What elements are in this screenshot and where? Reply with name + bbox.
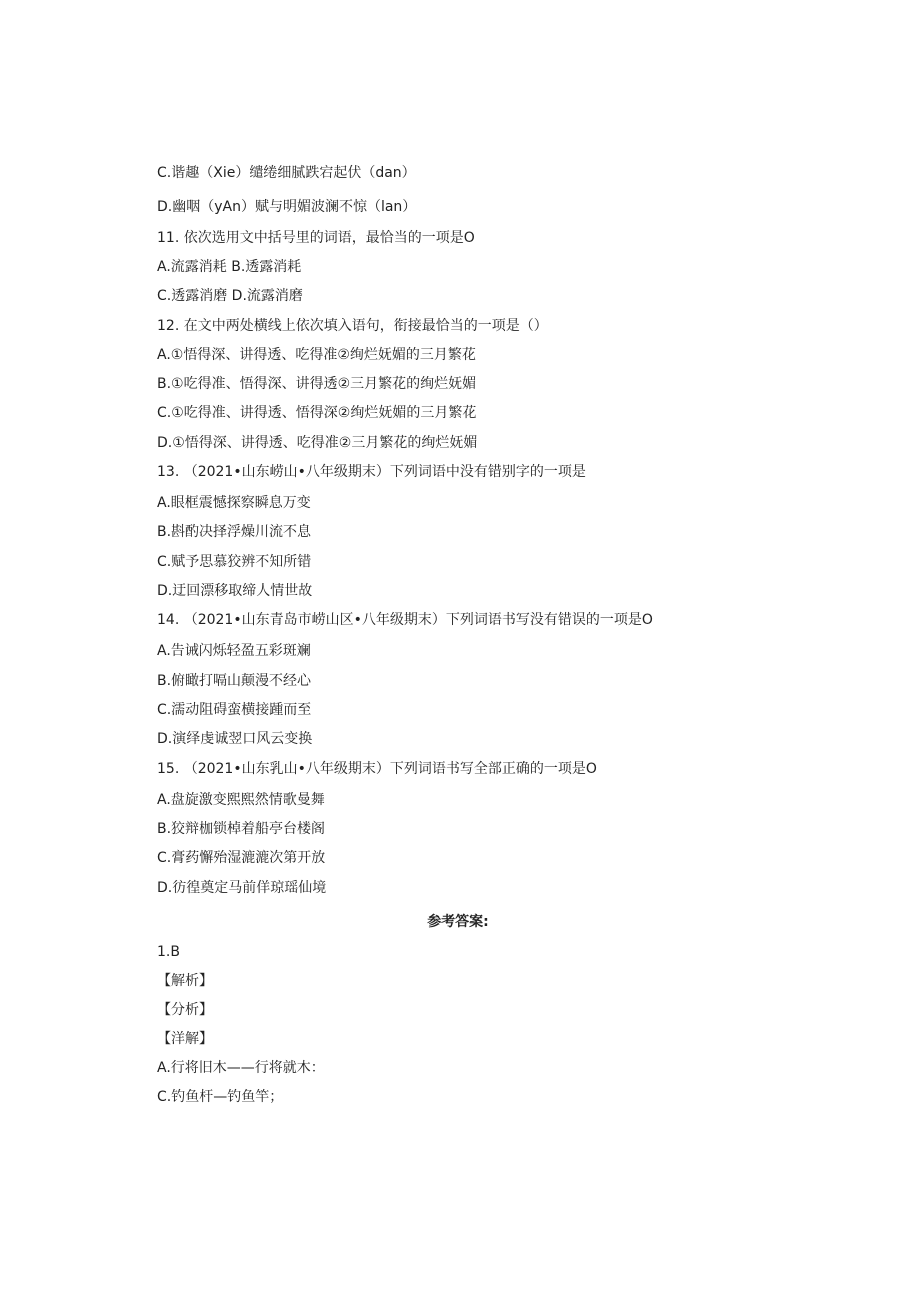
question-13: 13. （2021•山东崂山•八年级期末）下列词语中没有错别字的一项是 [157, 464, 586, 480]
option-d-q12: D.①悟得深、讲得透、吃得准②三月繁花的绚烂妩媚 [157, 435, 478, 451]
analysis-label: 【解析】 [157, 973, 213, 989]
option-b-q15: B.狡辩枷锁棹着船亭台楼阁 [157, 821, 326, 837]
option-cd-q11: C.透露消磨 D.流露消磨 [157, 288, 303, 304]
option-c-q15: C.膏药懈殆湿漉漉次第开放 [157, 850, 326, 866]
option-ab-q11: A.流露消耗 B.透露消耗 [157, 259, 302, 275]
question-15: 15. （2021•山东乳山•八年级期末）下列词语书写全部正确的一项是O [157, 761, 597, 777]
question-14: 14. （2021•山东青岛市崂山区•八年级期末）下列词语书写没有错误的一项是O [157, 612, 653, 628]
option-a-q12: A.①悟得深、讲得透、吃得准②绚烂妩媚的三月繁花 [157, 347, 476, 363]
question-11: 11. 依次选用文中括号里的词语，最恰当的一项是O [157, 230, 475, 246]
option-c-q12: C.①吃得准、讲得透、悟得深②绚烂妩媚的三月繁花 [157, 405, 477, 421]
fenxi-label: 【分析】 [157, 1002, 213, 1018]
detail-label: 【洋解】 [157, 1031, 213, 1047]
option-a-q13: A.眼框震憾探察瞬息万变 [157, 495, 311, 511]
option-c-q13: C.赋予思慕狡辨不知所错 [157, 554, 312, 570]
option-d-q14: D.演绎虔诚翌口风云变换 [157, 731, 313, 747]
option-d-q15: D.彷徨奠定马前佯琼瑶仙境 [157, 880, 327, 896]
answer-detail-a: A.行将旧木——行将就木： [157, 1060, 325, 1076]
answer-1: 1.B [157, 944, 180, 960]
question-12: 12. 在文中两处横线上依次填入语句，衔接最恰当的一项是（） [157, 318, 548, 334]
option-b-q14: B.俯瞰打嗝山颠漫不经心 [157, 673, 312, 689]
option-d-q10: D.幽咽（yAn）赋与明媚波澜不惊（lan） [157, 199, 417, 215]
option-c-q10: C.谐趣（Xie）缱绻细腻跌宕起伏（dan） [157, 165, 416, 181]
answer-heading: 参考答案: [427, 914, 489, 930]
option-a-q15: A.盘旋激变熙熙然情歌曼舞 [157, 792, 325, 808]
option-b-q12: B.①吃得准、悟得深、讲得透②三月繁花的绚烂妩媚 [157, 376, 477, 392]
option-a-q14: A.告诫闪烁轻盈五彩斑斓 [157, 643, 311, 659]
option-b-q13: B.斟酌决择浮燥川流不息 [157, 524, 312, 540]
answer-detail-c: C.钓鱼杆—钓鱼竿； [157, 1089, 284, 1105]
option-c-q14: C.濡动阻碍蛮横接踵而至 [157, 702, 312, 718]
option-d-q13: D.迂回漂移取缔人情世故 [157, 583, 313, 599]
